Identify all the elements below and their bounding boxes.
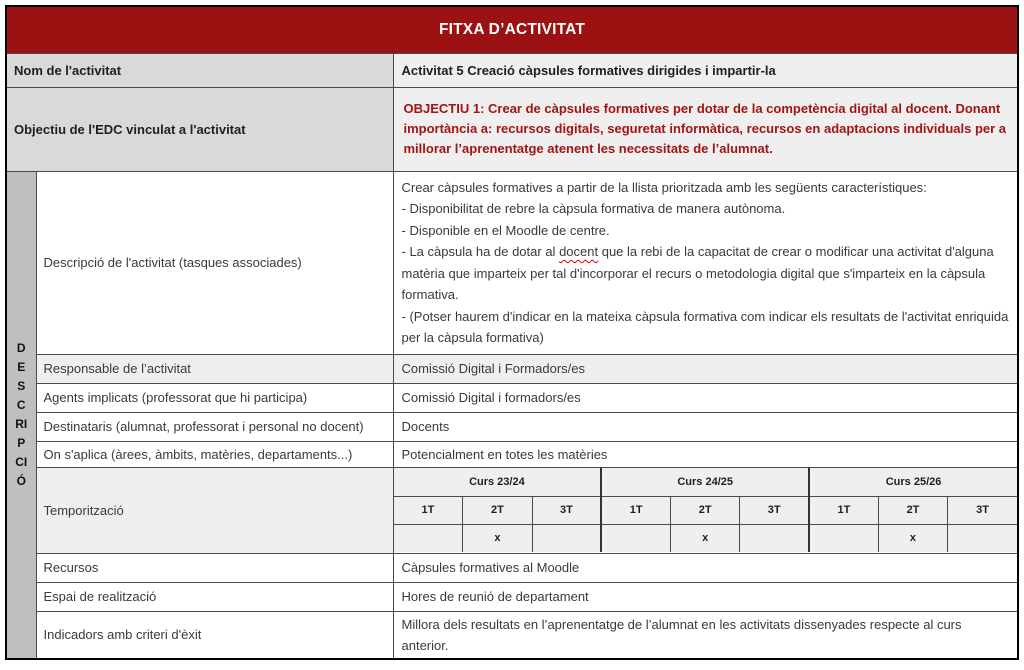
trimester-header: 3T [948, 496, 1017, 524]
trimester-header: 1T [601, 496, 670, 524]
course-header: Curs 25/26 [809, 468, 1017, 496]
trimester-header: 3T [532, 496, 601, 524]
mark-cell: x [878, 524, 947, 552]
responsable-label: Responsable de l’activitat [36, 354, 393, 383]
nom-activitat-value: Activitat 5 Creació càpsules formatives dirigides i impartir-la [393, 53, 1018, 87]
title-row [6, 6, 1018, 53]
row-recursos [6, 553, 1018, 582]
descripcio-line-part: que la rebi de la capacitat de crear o modificar una activitat d'alguna matèria que imparteix per tal d'incorporar el recurs o metodologia digital que s'imparteix en la càpsula formativa. [401, 244, 994, 302]
mark-cell [394, 524, 463, 552]
descripcio-line: Crear càpsules formatives a partir de la llista prioritzada amb les següents característiques: [401, 179, 927, 195]
row-descripcio [6, 171, 1018, 354]
mark-cell [948, 524, 1017, 552]
mark-cell: x [671, 524, 740, 552]
destinataris-label: Destinataris (alumnat, professorat i personal no docent) [36, 412, 393, 441]
indicadors-value: Millora dels resultats en l’aprenentatge de l’alumnat en les activitats dissenyades respecte al curs anterior. [393, 611, 1018, 659]
row-temporitzacio [6, 467, 1018, 553]
trimester-header: 1T [394, 496, 463, 524]
course-header: Curs 24/25 [601, 468, 809, 496]
course-header: Curs 23/24 [394, 468, 602, 496]
temporitzacio-grid [393, 467, 1018, 553]
mark-cell [740, 524, 809, 552]
temporitzacio-trimesters-row [394, 496, 1018, 524]
objectiu-edc-value: OBJECTIU 1: Crear de càpsules formatives per dotar de la competència digital al docent. Donant importància a: recursos digitals, seguretat informàtica, recursos en adaptacions individuals per a millorar l’aprenentatge atenent les necessitats de l’alumnat. [393, 87, 1018, 171]
descripcio-value [393, 171, 1018, 354]
row-destinataris [6, 412, 1018, 441]
mark-cell [601, 524, 670, 552]
row-indicadors [6, 611, 1018, 659]
temporitzacio-marks-row [394, 524, 1018, 552]
temporitzacio-label: Temporització [36, 467, 393, 553]
espai-value: Hores de reunió de departament [393, 582, 1018, 611]
destinataris-value: Docents [393, 412, 1018, 441]
spellcheck-underlined-word: docent [559, 244, 599, 259]
descripcio-line-part: - La càpsula ha de dotar al [401, 244, 560, 259]
row-objectiu-edc [6, 87, 1018, 171]
activity-sheet [5, 5, 1019, 660]
recursos-label: Recursos [36, 553, 393, 582]
page-title: FITXA D’ACTIVITAT [6, 6, 1018, 53]
on-saplica-value: Potencialment en totes les matèries [393, 441, 1018, 467]
descripcio-line: - Disponibilitat de rebre la càpsula formativa de manera autònoma. [401, 201, 786, 216]
responsable-value: Comissió Digital i Formadors/es [393, 354, 1018, 383]
objectiu-edc-label: Objectiu de l'EDC vinculat a l'activitat [6, 87, 393, 171]
on-saplica-label: On s'aplica (àrees, àmbits, matèries, departaments...) [36, 441, 393, 467]
trimester-header: 2T [671, 496, 740, 524]
row-agents-implicats [6, 383, 1018, 412]
espai-label: Espai de realització [36, 582, 393, 611]
descripcio-vertical-strip [6, 171, 36, 659]
descripcio-line: - Disponible en el Moodle de centre. [401, 222, 610, 238]
agents-value: Comissió Digital i formadors/es [393, 383, 1018, 412]
row-nom-activitat [6, 53, 1018, 87]
temporitzacio-table [394, 468, 1018, 552]
row-responsable [6, 354, 1018, 383]
descripcio-label: Descripció de l'activitat (tasques associades) [36, 171, 393, 354]
trimester-header: 2T [878, 496, 947, 524]
trimester-header: 2T [463, 496, 532, 524]
mark-cell: x [463, 524, 532, 552]
row-on-saplica [6, 441, 1018, 467]
trimester-header: 3T [740, 496, 809, 524]
mark-cell [532, 524, 601, 552]
indicadors-label: Indicadors amb criteri d'èxit [36, 611, 393, 659]
row-espai-realitzacio [6, 582, 1018, 611]
recursos-value: Càpsules formatives al Moodle [393, 553, 1018, 582]
trimester-header: 1T [809, 496, 878, 524]
descripcio-line [402, 241, 1010, 306]
temporitzacio-courses-row [394, 468, 1018, 496]
descripcio-line: - (Potser haurem d'indicar en la mateixa càpsula formativa com indicar els resultats de l'activitat enriquida per la càpsula formativa) [401, 308, 1009, 345]
mark-cell [809, 524, 878, 552]
agents-label: Agents implicats (professorat que hi participa) [36, 383, 393, 412]
nom-activitat-label: Nom de l'activitat [6, 53, 393, 87]
descripcio-vertical-label: DESCRIPCIÓ [15, 340, 28, 488]
